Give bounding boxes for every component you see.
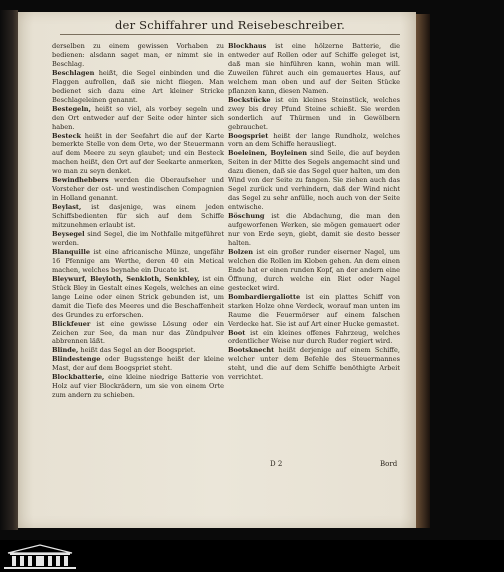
entry-term: Bootsknecht xyxy=(228,346,275,355)
book-binding xyxy=(0,10,18,530)
dictionary-entry xyxy=(228,96,400,132)
dictionary-entry xyxy=(52,203,224,230)
entry-definition: ist dasjenige, was einem jeden Schiffsbedienten für sich auf dem Schiffe mitzunehmen erlaubt ist. xyxy=(52,203,224,230)
entry-term: Blanquille xyxy=(52,247,90,256)
entry-term: Boeleinen, Boyleinen xyxy=(228,149,308,158)
entry-definition: oder Bugsstenge heißt der kleine Mast, der auf dem Boogspriet steht. xyxy=(52,355,224,373)
entry-definition: ist die Abdachung, die man den aufgeworfenen Werken, sie mögen gemauert oder nur von Erde seyn, giebt, damit sie desto besser halten. xyxy=(228,212,400,247)
left-column xyxy=(52,42,224,400)
entry-definition: sind Segel, die im Nothfalle mitgeführet werden. xyxy=(52,230,224,247)
entry-definition: ist ein kleines Steinstück, welches zwey bis drey Pfund Steine schießt. Sie werden sonderlich auf Thürmen und in Gewölbern gebrauchet. xyxy=(228,95,400,131)
entry-term: Beysegel xyxy=(52,230,85,239)
entry-term: Beylast, xyxy=(52,203,82,212)
entry-term: Boogspriet xyxy=(228,131,269,140)
entry-term: Bolzen xyxy=(228,247,254,256)
entry-definition: heißt der lange Rundholz, welches vorn an dem Schiffe herausliegt. xyxy=(228,131,400,149)
entry-definition: ist ein großer runder eiserner Nagel, um welchen die Rollen im Kloben gehen. An dem einen Ende hat er einen runden Kopf, an der andern eine Öffnung, durch welche ein Riet oder Nagel gestecket wird. xyxy=(228,247,400,292)
entry-definition: ist ein Stück Bley in Gestalt eines Kegels, welches an eine lange Leine oder einen Strick gebunden ist, um damit die Tiefe des Meeres und die Beschaffenheit des Grundes zu erforschen. xyxy=(52,274,224,319)
entry-term: Bockstücke xyxy=(228,95,271,104)
dictionary-entry xyxy=(52,69,224,105)
dictionary-entry xyxy=(52,105,224,132)
dictionary-entry xyxy=(52,176,224,203)
entry-term: Besteck xyxy=(52,131,82,140)
entry-term: Blinde, xyxy=(52,346,79,355)
signature-mark: D 2 xyxy=(270,460,283,468)
entry-definition: derselben zu einem gewissen Vorhaben zu bedienen: alsdann saget man, er nimmt sie in Beschlag. xyxy=(52,42,224,68)
dictionary-entry xyxy=(52,373,224,400)
dictionary-entry xyxy=(228,346,400,382)
entry-term: Böschung xyxy=(228,212,265,221)
entry-term: Blindestenge xyxy=(52,355,101,364)
entry-definition: heißt das Segel an der Boogspriet. xyxy=(80,346,196,355)
dictionary-entry xyxy=(52,42,224,69)
entry-definition: ist ein kleines offenes Fahrzeug, welches ordentlicher Weise nur durch Ruder regiert wird. xyxy=(228,328,400,346)
dictionary-entry xyxy=(52,132,224,177)
entry-term: Blockbatterie, xyxy=(52,373,105,382)
entry-definition: heißt in der Seefahrt die auf der Karte bemerkte Stelle von dem Orte, wo der Steuermann auf dem Meere zu seyn glaubet; und ein Besteck machen heißt, den Ort auf der Seekarte anmerken, wo man zu seyn denket. xyxy=(52,131,224,176)
entry-definition: ist eine gewisse Lösung oder ein Zeichen zur See, da man nur das Zündpulver abbrennen läßt. xyxy=(52,319,224,346)
dictionary-entry xyxy=(228,212,400,248)
dictionary-entry xyxy=(52,230,224,248)
entry-definition: werden die Oberaufseher und Vorsteher der ost- und westindischen Compagnien in Holland genannt. xyxy=(52,176,224,203)
entry-definition: ist eine africanische Münze, ungefähr 16 Pfennige am Werthe, deren 40 ein Metical machen, welches beynahe ein Ducate ist. xyxy=(52,247,224,274)
catchword: Bord xyxy=(380,460,398,468)
dictionary-entry xyxy=(228,248,400,293)
entry-definition: heißt derjenige auf einem Schiffe, welcher unter dem Befehle des Steuermannes steht, und die auf dem Schiffe benöthigte Arbeit verrichtet. xyxy=(228,346,400,382)
entry-definition: ist eine hölzerne Batterie, die entweder auf Rollen oder auf Schiffe geleget ist, daß man sie hinführen kann, wohin man will. Zuweilen führet auch ein gemauertes Haus, auf welchem man oben und auf der Seiten Stücke pflanzen kann, diesen Namen. xyxy=(228,42,400,95)
entry-definition: heißt so viel, als vorbey segeln und den Ort entweder auf der Seite oder hinter sich haben. xyxy=(52,104,224,131)
dictionary-entry xyxy=(52,275,224,320)
running-header: der Schiffahrer und Reisebeschreiber. xyxy=(60,18,400,35)
dictionary-entry xyxy=(228,42,400,96)
entry-term: Blockhaus xyxy=(228,42,267,50)
entry-definition: ist ein plattes Schiff von starken Holze ohne Verdeck, worauf man unten im Raume die Feuermörser auf einem falschen Verdecke hat. Sie ist auf Art einer Hucke gemastet. xyxy=(228,292,400,328)
dictionary-entry xyxy=(52,248,224,275)
entry-term: Boot xyxy=(228,328,246,337)
entry-term: Bewindhebbers xyxy=(52,176,109,185)
entry-definition: eine kleine niedrige Batterie von Holz auf vier Blockrädern, um sie von einem Orte zum andern zu schieben. xyxy=(52,373,224,400)
entry-definition: heißt, die Segel einbinden und die Flaggen aufrollen, daß sie nicht fliegen. Man bedienet sich dazu eine Art kleiner Stricke Beschlageleinen genannt. xyxy=(52,68,224,104)
book-edge xyxy=(416,14,430,528)
entry-definition: sind Seile, die auf beyden Seiten in der Mitte des Segels angemacht sind und dazu dienen, daß sie das Segel quer halten, um den Wind von der Seite zu fangen. Sie ziehen auch das Segel zurück und verhindern, daß der Wind nicht das Segel zu sehr anfülle, noch auch von der Seite entwische. xyxy=(228,149,400,212)
entry-term: Blickfeuer xyxy=(52,319,91,328)
right-column xyxy=(228,42,400,382)
entry-term: Beschlagen xyxy=(52,68,95,77)
dictionary-entry xyxy=(228,149,400,212)
entry-term: Bleywurf, Bleyloth, Senkloth, Senkbley, xyxy=(52,274,200,283)
dictionary-entry xyxy=(228,293,400,329)
entry-term: Bombardiergaliotte xyxy=(228,292,301,301)
dictionary-entry xyxy=(52,355,224,373)
dictionary-entry xyxy=(52,346,224,355)
entry-term: Bestegeln, xyxy=(52,104,91,113)
library-building-icon xyxy=(4,543,76,569)
dictionary-entry xyxy=(228,132,400,150)
dictionary-entry xyxy=(52,320,224,347)
dictionary-entry xyxy=(228,329,400,347)
